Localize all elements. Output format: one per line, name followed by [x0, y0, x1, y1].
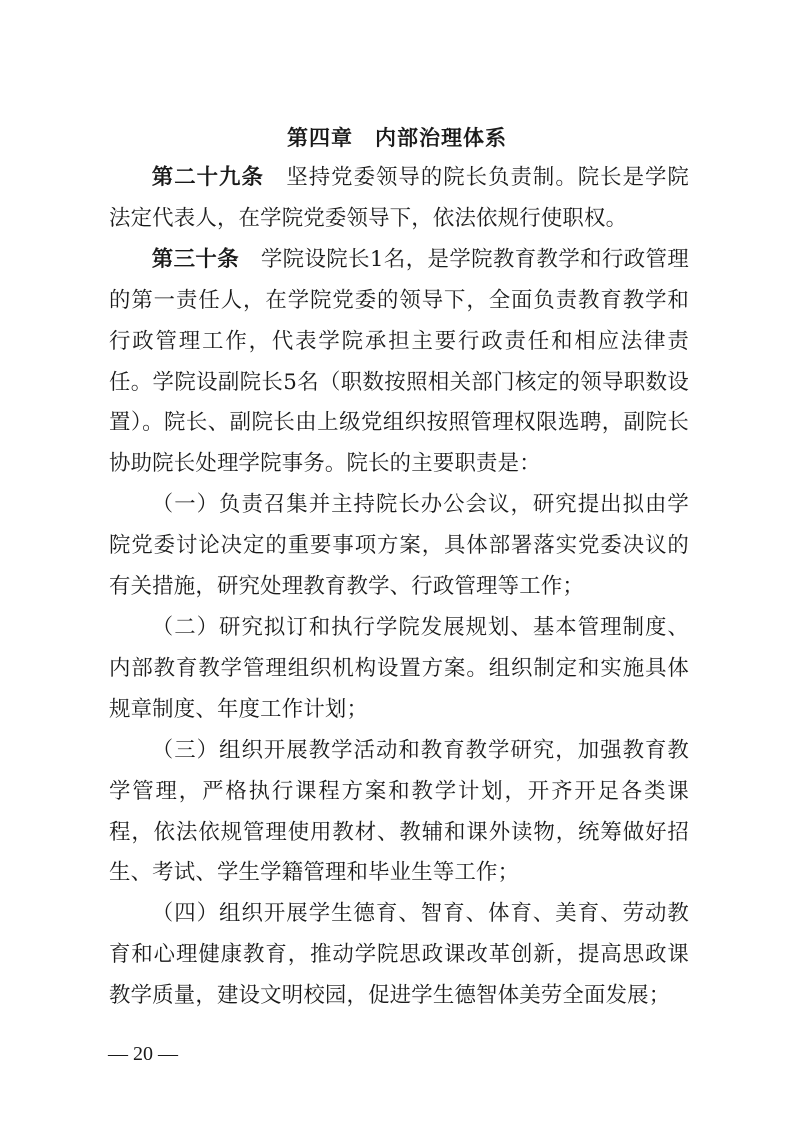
chapter-title: 第四章 内部治理体系 — [287, 126, 507, 150]
paragraph-text: （四）组织开展学生德育、智育、体育、美育、劳动教育和心理健康教育，推动学院思政课改革创新，提高思政课教学质量，建设文明校园，促进学生德智体美劳全面发展； — [109, 901, 689, 1009]
list-item-4 — [109, 894, 689, 1017]
body-text — [109, 158, 689, 1017]
paragraph-text: 学院设院长1名，是学院教育教学和行政管理的第一责任人，在学院党委的领导下，全面负责教育教学和行政管理工作，代表学院承担主要行政责任和相应法律责任。学院设副院长5名（职数按照相关部门核定的领导职数设置）。院长、副院长由上级党组织按照管理权限选聘，副院长协助院长处理学院事务。院长的主要职责是： — [109, 246, 689, 477]
paragraph-text: （三）组织开展教学活动和教育教学研究，加强教育教学管理，严格执行课程方案和教学计划，开齐开足各类课程，依法依规管理使用教材、教辅和课外读物，统筹做好招生、考试、学生学籍管理和毕业生等工作； — [109, 737, 689, 886]
article-number: 第二十九条 — [151, 165, 264, 190]
article-number: 第三十条 — [151, 246, 240, 272]
list-item-3 — [109, 731, 689, 895]
paragraph-text: （一）负责召集并主持院长办公会议，研究提出拟由学院党委讨论决定的重要事项方案，具体部署落实党委决议的有关措施，研究处理教育教学、行政管理等工作； — [109, 492, 689, 600]
list-item-1 — [109, 485, 689, 608]
page-number: — 20 — — [108, 1043, 178, 1065]
paragraph-text: 坚持党委领导的院长负责制。院长是学院法定代表人，在学院党委领导下，依法依规行使职权。 — [109, 165, 689, 231]
paragraph-article-30 — [109, 240, 689, 485]
paragraph-text: （二）研究拟订和执行学院发展规划、基本管理制度、内部教育教学管理组织机构设置方案。组织制定和实施具体规章制度、年度工作计划； — [109, 614, 689, 722]
paragraph-article-29 — [109, 158, 689, 240]
list-item-2 — [109, 608, 689, 731]
